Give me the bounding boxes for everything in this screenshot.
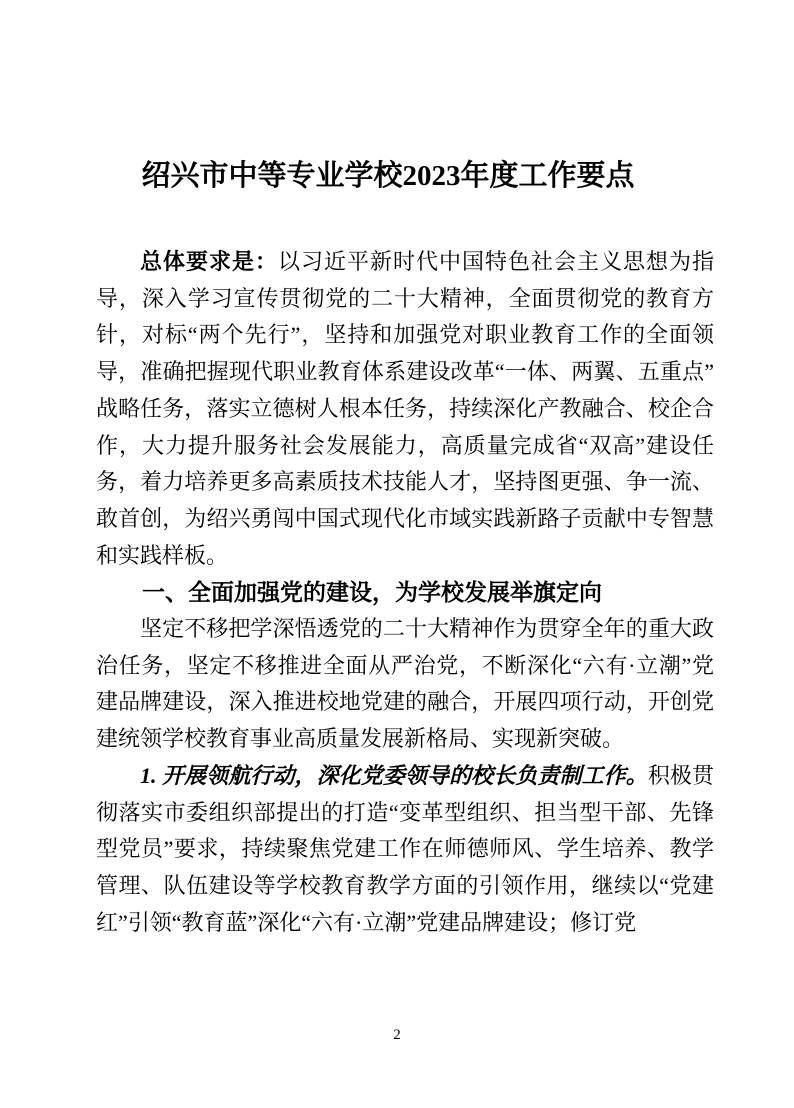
document-title: 绍兴市中等专业学校2023年度工作要点	[141, 160, 635, 192]
paragraph-overall-requirements	[96, 244, 714, 574]
section-1-heading: 一、全面加强党的建设，为学校发展举旗定向	[142, 579, 602, 606]
item-1-text: 积极贯彻落实市委组织部提出的打造“变革型组织、担当型干部、先锋型党员”要求，持续聚焦党建工作在师德师风、学生培养、教学管理、队伍建设等学校教育教学方面的引领作用，继续以“党建红”引领“教育蓝”深化“六有·立潮”党建品牌建设；修订党	[96, 762, 714, 935]
overall-requirements-lead: 总体要求是：	[140, 249, 278, 274]
section-1-item-1-paragraph	[96, 758, 714, 942]
item-1-lead: 1. 开展领航行动，深化党委领导的校长负责制工作。	[140, 762, 648, 788]
section-1-intro-paragraph: 坚定不移把学深悟透党的二十大精神作为贯穿全年的重大政治任务，坚定不移推进全面从严治党，不断深化“六有·立潮”党建品牌建设，深入推进校地党建的融合，开展四项行动，开创党建统领学校教育事业高质量发展新格局、实现新突破。	[96, 616, 714, 752]
document-body	[96, 244, 714, 941]
overall-requirements-text: 以习近平新时代中国特色社会主义思想为指导，深入学习宣传贯彻党的二十大精神，全面贯彻党的教育方针，对标“两个先行”，坚持和加强党对职业教育工作的全面领导，准确把握现代职业教育体系建设改革“一体、两翼、五重点”战略任务，落实立德树人根本任务，持续深化产教融合、校企合作，大力提升服务社会发展能力，高质量完成省“双高”建设任务，着力培养更多高素质技术技能人才，坚持图更强、争一流、敢首创，为绍兴勇闯中国式现代化市域实践新路子贡献中专智慧和实践样板。	[96, 249, 715, 568]
page-number: 2	[393, 1027, 401, 1043]
